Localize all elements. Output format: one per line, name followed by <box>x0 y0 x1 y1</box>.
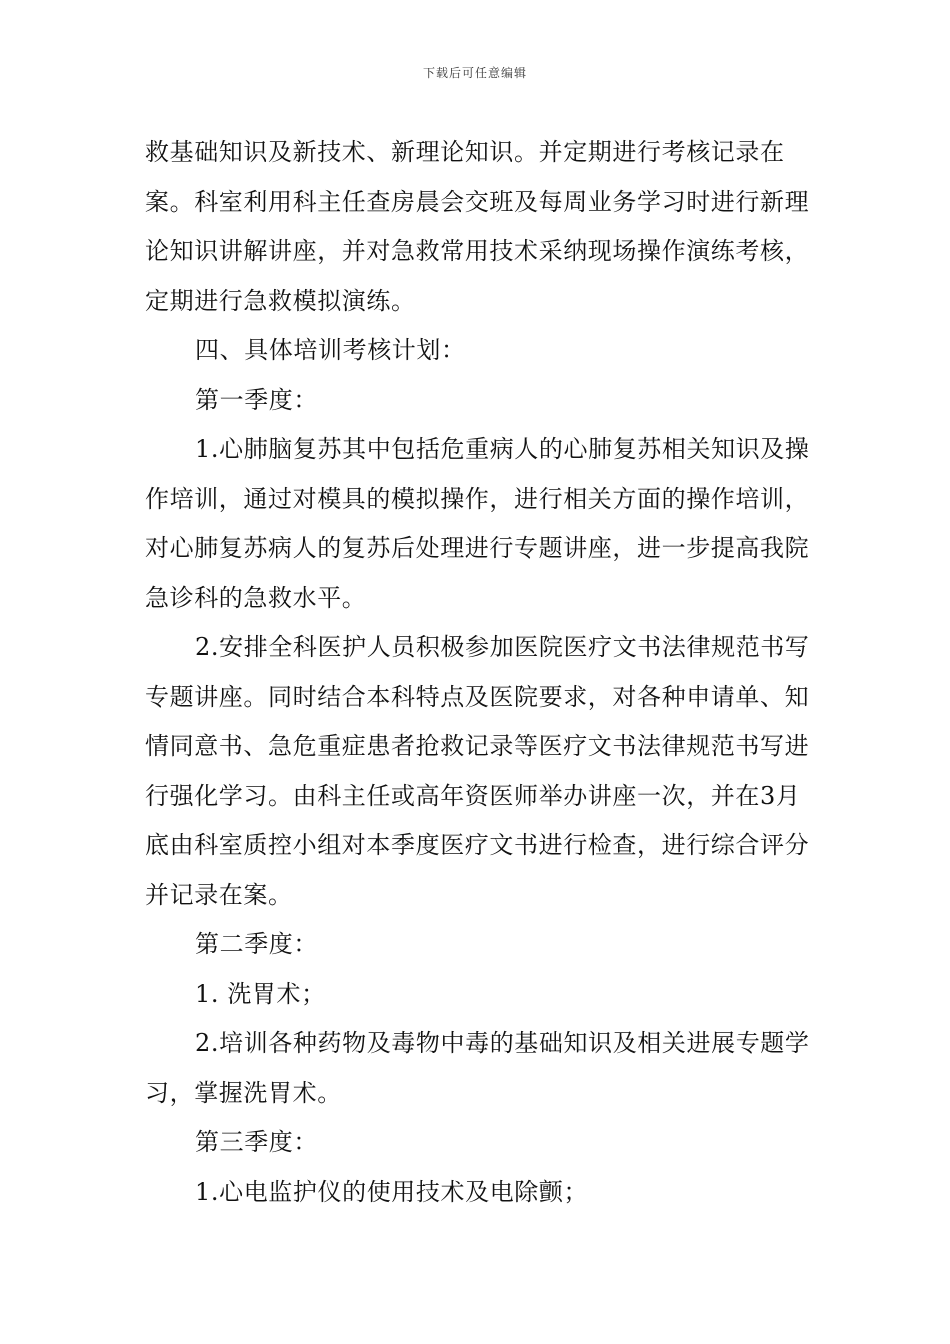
section-heading: 四、具体培训考核计划： <box>195 336 466 364</box>
list-item: 1. 洗胃术； <box>195 979 326 1008</box>
quarter-heading: 第一季度： <box>195 385 318 414</box>
quarter-heading: 第三季度： <box>195 1128 318 1156</box>
quarter-heading: 第二季度： <box>195 930 318 958</box>
paragraph: 2.安排全科医护人员积极参加医院医疗文书法律规范书写专题讲座。同时结合本科特点及医院要求，对各种申请单、知情同意书、急危重症患者抢救记录等医疗文书法律规范书写进行强化学习。由科主任或高年资医师举办讲座一次，并在3月底由科室质控小组对本季度医疗文书进行检查，进行综合评分并记录在案。 <box>145 633 810 909</box>
document-body <box>145 128 810 1217</box>
page-header: 下载后可任意编辑 <box>422 66 527 80</box>
paragraph: 2.培训各种药物及毒物中毒的基础知识及相关进展专题学习，掌握洗胃术。 <box>145 1029 810 1107</box>
paragraph: 救基础知识及新技术、新理论知识。并定期进行考核记录在案。科室利用科主任查房晨会交班及每周业务学习时进行新理论知识讲解讲座，并对急救常用技术采纳现场操作演练考核，定期进行急救模拟演练。 <box>145 138 810 315</box>
list-item: 1.心电监护仪的使用技术及电除颤； <box>195 1177 589 1206</box>
paragraph: 1.心肺脑复苏其中包括危重病人的心肺复苏相关知识及操作培训，通过对模具的模拟操作，进行相关方面的操作培训，对心肺复苏病人的复苏后处理进行专题讲座，进一步提高我院急诊科的急救水平。 <box>145 435 810 612</box>
